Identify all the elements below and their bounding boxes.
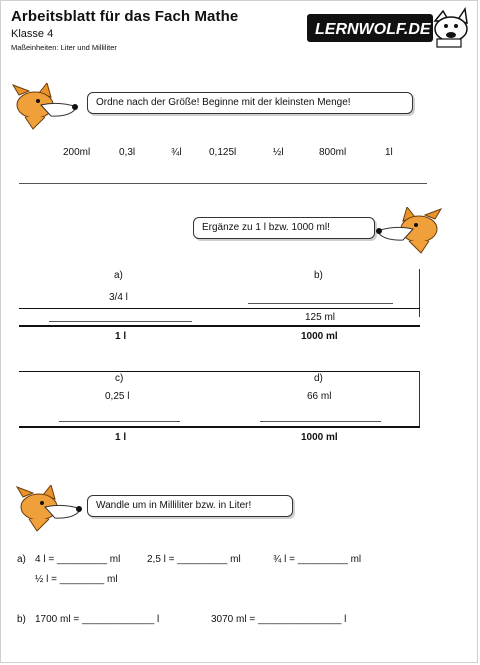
conversion-a3: ¾ l = _________ ml [273,554,362,565]
conversion-a1: 4 l = _________ ml [35,554,121,565]
instruction-text: Wandle um in Milliliter bzw. in Liter! [96,500,252,511]
value-a: 3/4 l [109,292,128,303]
item-5: ½l [273,147,284,158]
answer-line-1[interactable] [19,183,427,184]
worksheet-title: Arbeitsblatt für das Fach Mathe [11,8,239,25]
table-divider [19,308,420,309]
fox-mascot-icon [11,83,81,133]
answer-line-c[interactable] [59,421,180,422]
instruction-text: Ergänze zu 1 l bzw. 1000 ml! [202,222,330,233]
table-border [419,269,420,317]
instruction-bubble-3 [87,495,293,517]
table-border [419,371,420,427]
grade-label: Klasse 4 [11,28,54,40]
item-4: 0,125l [209,147,237,158]
table-sum-rule [19,426,420,428]
label-b: b) [17,614,26,625]
total-d: 1000 ml [301,432,338,443]
label-a: a) [114,270,123,281]
wolf-icon [435,9,467,47]
item-7: 1l [385,147,393,158]
fox-mascot-icon [373,207,443,257]
label-d: d) [314,373,323,384]
conversion-a2: 2,5 l = _________ ml [147,554,241,565]
answer-line-b[interactable] [248,303,393,304]
item-6: 800ml [319,147,347,158]
item-2: 0,3l [119,147,136,158]
value-d: 66 ml [307,391,332,402]
item-1: 200ml [63,147,91,158]
table-top [19,371,420,372]
answer-line-d[interactable] [260,421,381,422]
topic-label: Maßeinheiten: Liter und Milliliter [11,43,117,52]
item-3: ¾l [171,147,182,158]
value-c: 0,25 l [105,391,130,402]
fox-mascot-icon [15,485,85,535]
value-b: 125 ml [305,312,336,323]
label-c: c) [115,373,124,384]
lernwolf-logo [307,7,471,49]
total-c: 1 l [115,432,127,443]
label-b: b) [314,270,323,281]
answer-line-a[interactable] [49,321,192,322]
table-sum-rule [19,325,420,327]
conversion-b1: 1700 ml = _____________ l [35,614,160,625]
conversion-a4: ½ l = ________ ml [35,574,118,585]
instruction-text: Ordne nach der Größe! Beginne mit der kleinsten Menge! [96,97,351,108]
logo-text: LERNWOLF.DE [315,21,431,38]
label-a: a) [17,554,26,565]
total-a: 1 l [115,331,127,342]
conversion-b2: 3070 ml = _______________ l [211,614,347,625]
instruction-bubble-1 [87,92,413,114]
total-b: 1000 ml [301,331,338,342]
instruction-bubble-2 [193,217,375,239]
